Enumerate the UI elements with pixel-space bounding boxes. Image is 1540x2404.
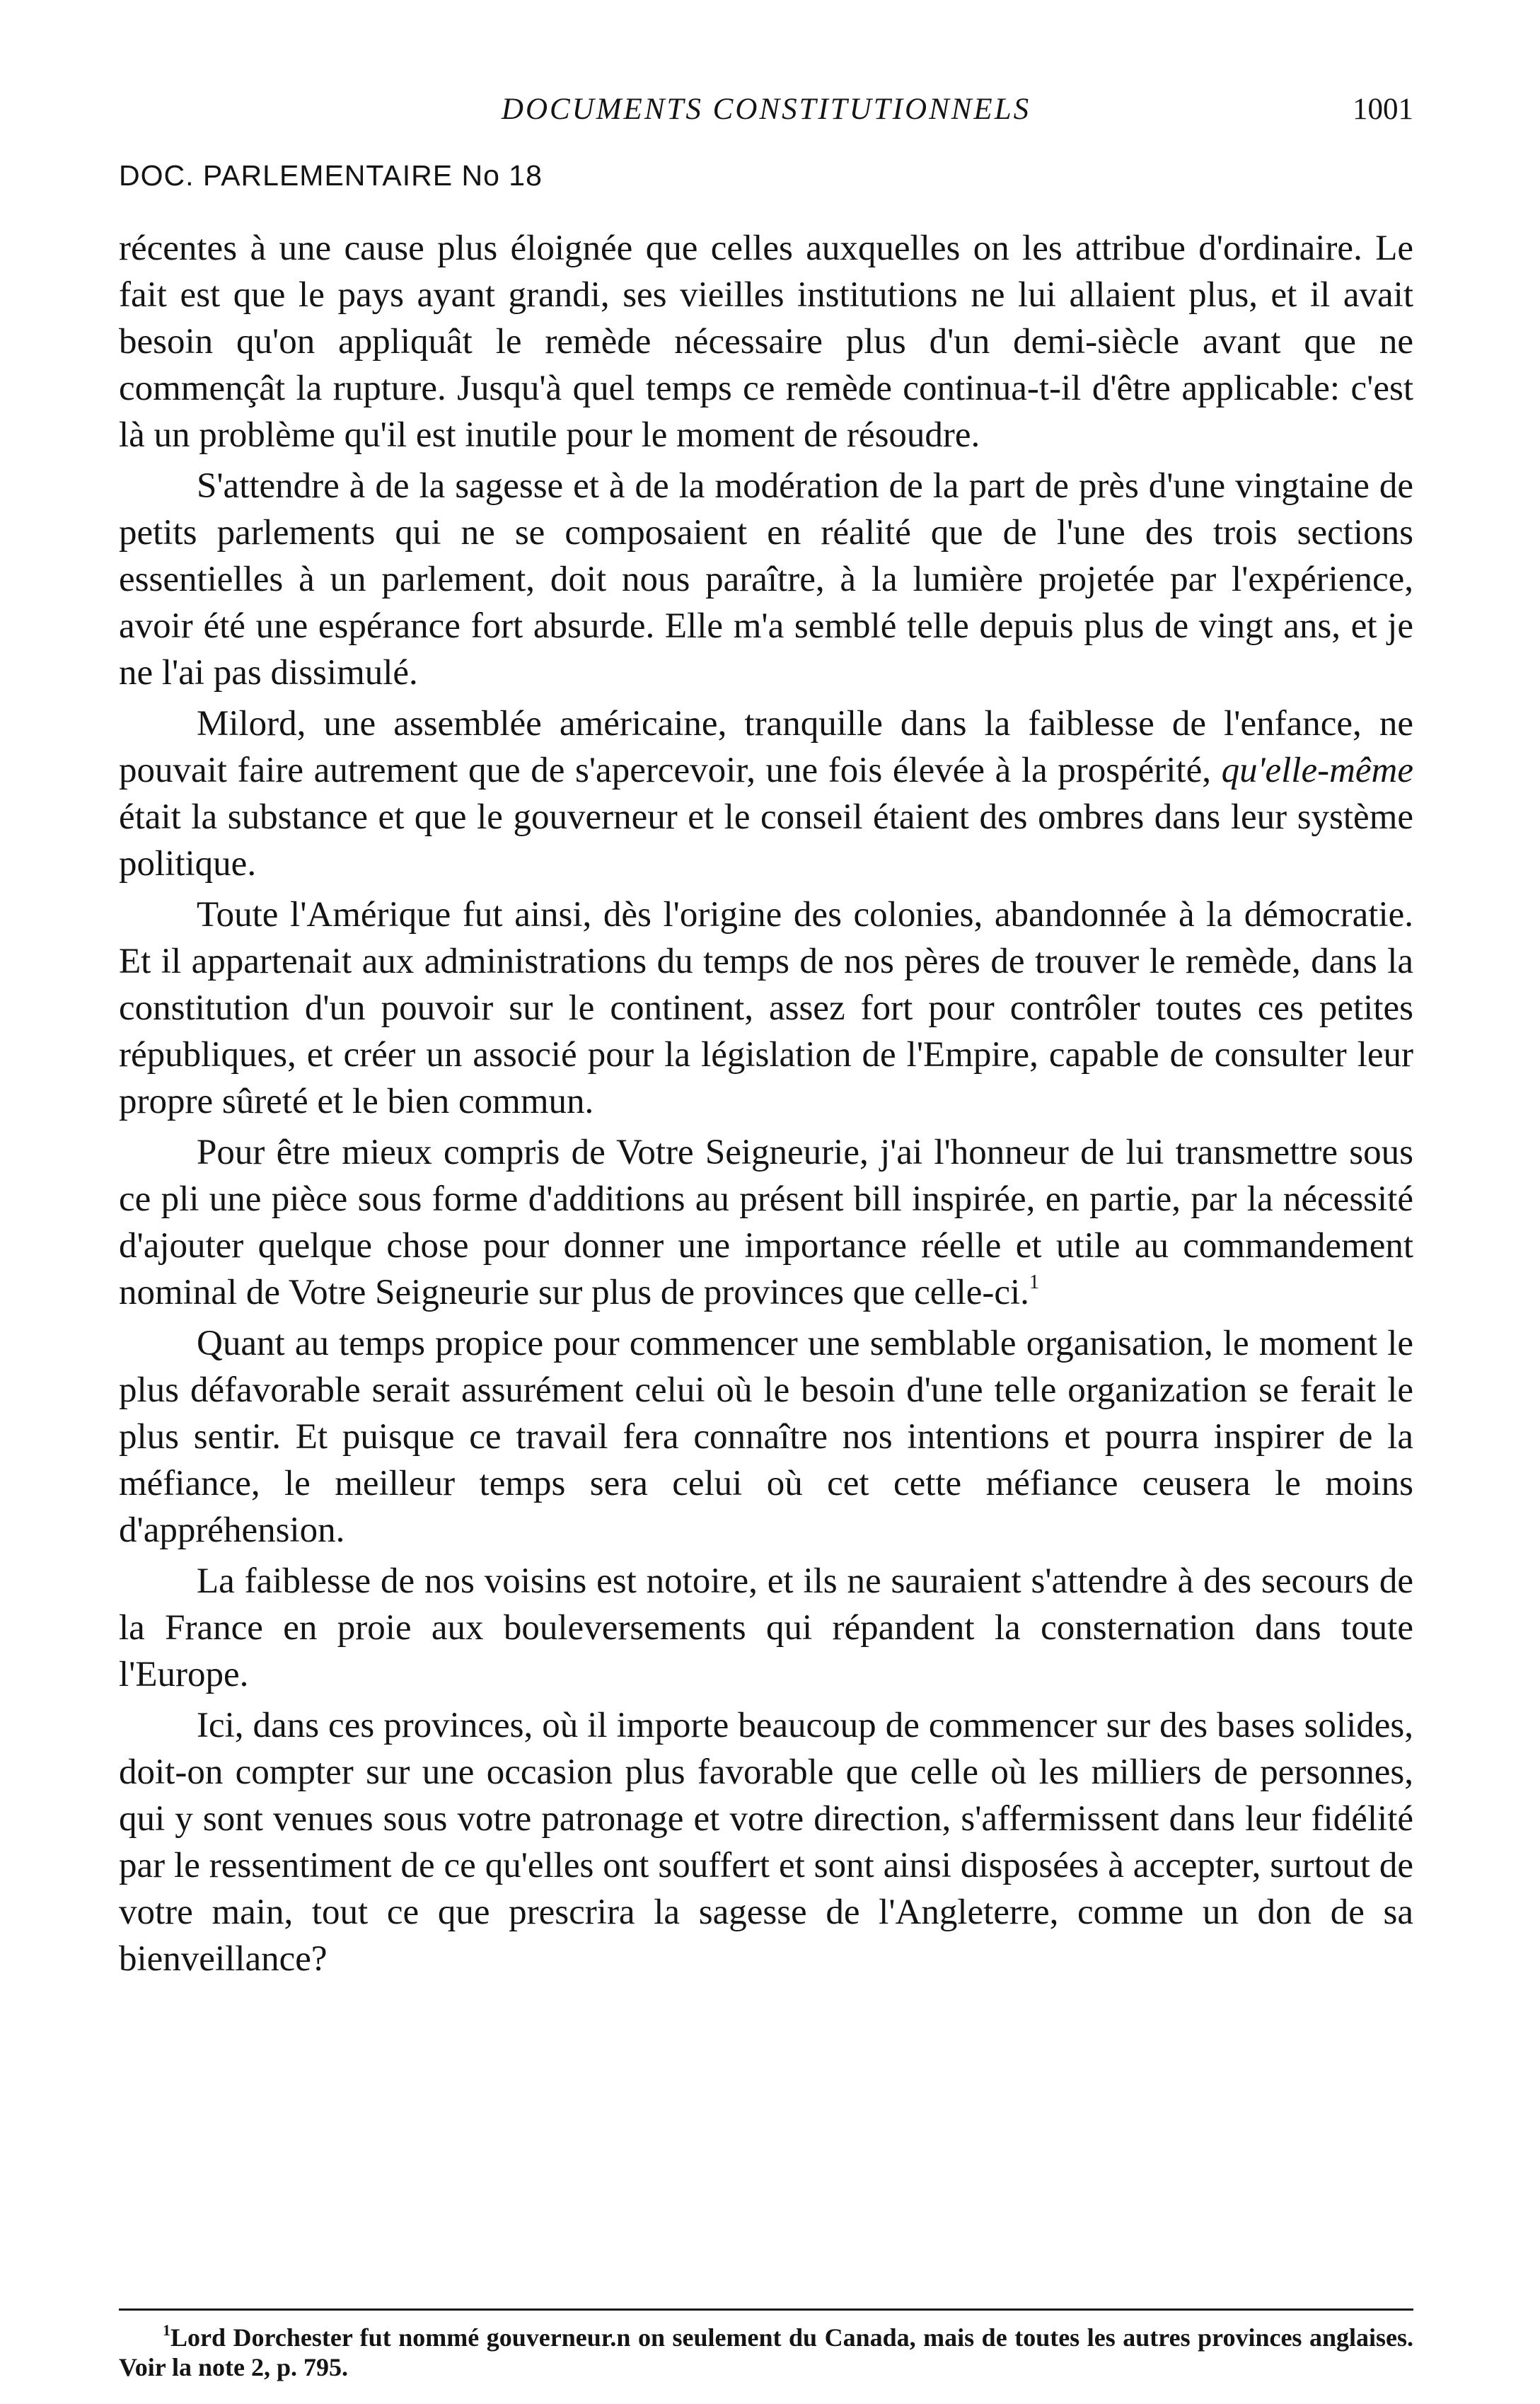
footnote-reference: 1 (1029, 1271, 1039, 1293)
paragraph-5-text: Pour être mieux compris de Votre Seigneurie, j'ai l'honneur de lui transmettre sous ce pli une pièce sous forme d'additions au présent bill inspirée, en partie, par la nécessité d'ajouter quelque chose pour donner une importance réelle et utile au commandement nominal de Votre Seigneurie sur plus de provinces que celle-ci. (119, 1133, 1413, 1312)
footnote (119, 2323, 1413, 2382)
paragraph-2: S'attendre à de la sagesse et à de la modération de la part de près d'une vingtaine de petits parlements qui ne se composaient en réalité que de l'une des trois sections essentielles à un parlement, doit nous paraître, à la lumière projetée par l'expérience, avoir été une espérance fort absurde. Elle m'a semblé telle depuis plus de vingt ans, et je ne l'ai pas dissimulé. (119, 466, 1413, 693)
page-number: 1001 (1353, 93, 1413, 126)
footnote-text: Lord Dorchester fut nommé gouverneur.n on seulement du Canada, mais de toutes les autres provinces anglaises. Voir la note 2, p. 795. (119, 2323, 1413, 2381)
paragraph-3-text-end: était la substance et que le gouverneur et le conseil étaient des ombres dans leur système politique. (119, 797, 1413, 884)
paragraph-4: Toute l'Amérique fut ainsi, dès l'origine des colonies, abandonnée à la démocratie. Et il appartenait aux administrations du temps de nos pères de trouver le remède, dans la constitution d'un pouvoir sur le continent, assez fort pour contrôler toutes ces petites républiques, et créer un associé pour la législation de l'Empire, capable de consulter leur propre sûreté et le bien commun. (119, 895, 1413, 1121)
footnote-divider (119, 2308, 1413, 2311)
paragraph-1: récentes à une cause plus éloignée que celles auxquelles on les attribue d'ordinaire. Le fait est que le pays ayant grandi, ses vieilles institutions ne lui allaient plus, et il avait besoin qu'on appliquât le remède nécessaire plus d'un demi-siècle avant que ne commençât la rupture. Jusqu'à quel temps ce remède continua-t-il d'être applicable: c'est là un problème qu'il est inutile pour le moment de résoudre. (119, 229, 1413, 455)
document-page (119, 0, 1413, 2404)
running-title: DOCUMENTS CONSTITUTIONNELS (501, 93, 1031, 126)
paragraph-3 (119, 700, 1413, 887)
paragraph-3-text-start: Milord, une assemblée américaine, tranquille dans la faiblesse de l'enfance, ne pouvait faire autrement que de s'apercevoir, une fois élevée à la prospérité, (119, 704, 1413, 790)
footnote-marker: 1 (163, 2321, 170, 2339)
italic-phrase: qu'elle-même (1221, 751, 1413, 790)
paragraph-8: Ici, dans ces provinces, où il importe beaucoup de commencer sur des bases solides, doit-on compter sur une occasion plus favorable que celle où les milliers de personnes, qui y sont venues sous votre patronage et votre direction, s'affermissent dans leur fidélité par le ressentiment de ce qu'elles ont souffert et sont ainsi disposées à accepter, surtout de votre main, tout ce que prescrira la sagesse de l'Angleterre, comme un don de sa bienveillance? (119, 1706, 1413, 1979)
running-header (119, 92, 1413, 134)
paragraph-5 (119, 1129, 1413, 1316)
paragraph-7: La faiblesse de nos voisins est notoire, et ils ne sauraient s'attendre à des secours de la France en proie aux bouleversements qui répandent la consternation dans toute l'Europe. (119, 1561, 1413, 1694)
paragraph-6: Quant au temps propice pour commencer une semblable organisation, le moment le plus défavorable serait assurément celui où le besoin d'une telle organization se ferait le plus sentir. Et puisque ce travail fera connaître nos intentions et pourra inspirer de la méfiance, le meilleur temps sera celui où cet cette méfiance ceusera le moins d'appréhension. (119, 1324, 1413, 1550)
body-text (119, 225, 1413, 1982)
document-label: DOC. PARLEMENTAIRE No 18 (119, 159, 543, 192)
